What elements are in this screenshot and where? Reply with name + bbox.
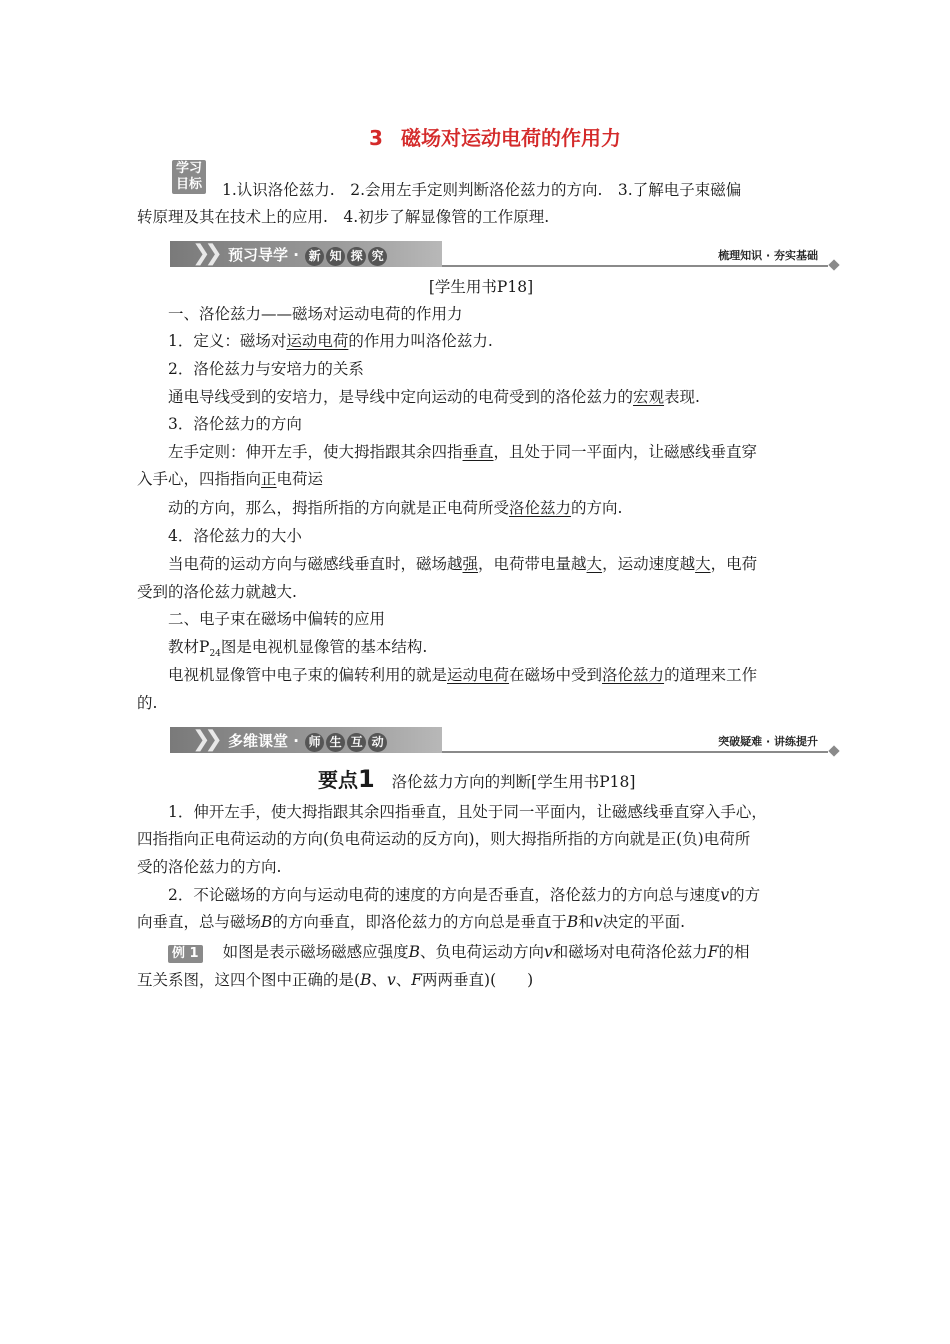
- goals-badge-line2: 目标: [175, 177, 202, 192]
- answer-underline: 洛伦兹力: [509, 499, 572, 517]
- keypoint-title: 洛伦兹力方向的判断[学生用书P18]: [391, 773, 636, 791]
- answer-underline: 正: [261, 470, 277, 488]
- banner-char: 探: [347, 247, 366, 266]
- text: 的相: [718, 943, 750, 961]
- banner-right-tag: 梳理知识 · 夯实基础: [718, 249, 818, 262]
- answer-underline: 宏观: [633, 388, 665, 406]
- banner-char: 知: [326, 247, 345, 266]
- keypoint-p1-line3: 受的洛伦兹力的方向.: [137, 858, 282, 876]
- section-banner-classroom: [170, 727, 838, 753]
- text: 通电导线受到的安培力，是导线中定向运动的电荷受到的洛伦兹力的: [168, 388, 634, 406]
- symbol-B: B: [408, 943, 420, 961]
- banner-char: 生: [326, 733, 345, 752]
- text: 决定的平面.: [602, 913, 686, 931]
- banner-title: [228, 730, 388, 752]
- text: 如图是表示磁场磁感应强度: [222, 943, 409, 961]
- diamond-icon: [828, 259, 839, 270]
- book-reference: [学生用书P18]: [428, 278, 534, 296]
- keypoint-p2-line1: [168, 885, 760, 905]
- keypoint-number: 1: [358, 765, 375, 793]
- text: 2．不论磁场的方向与运动电荷的速度的方向是否垂直，洛伦兹力的方向总与速度: [168, 886, 721, 904]
- text: 1．定义：磁场对: [168, 332, 287, 350]
- text: 表现.: [664, 388, 700, 406]
- keypoint-label-text: 要点: [318, 768, 358, 792]
- banner-char: 动: [368, 733, 387, 752]
- answer-underline: 洛伦兹力: [602, 666, 665, 684]
- symbol-B: B: [360, 971, 372, 989]
- symbol-v: v: [593, 913, 603, 931]
- subheading: 4．洛伦兹力的大小: [168, 527, 302, 545]
- magnitude-line-1: [168, 554, 757, 574]
- text: 和磁场对电荷洛伦兹力: [552, 943, 708, 961]
- text: 图是电视机显像管的基本结构.: [220, 638, 428, 656]
- text: 电荷运: [276, 470, 324, 488]
- banner-right-tag: 突破疑难 · 讲练提升: [718, 735, 818, 748]
- section-title: 磁场对运动电荷的作用力: [400, 126, 621, 150]
- diamond-icon: [828, 745, 839, 756]
- goals-line-1: 1.认识洛伦兹力. 2.会用左手定则判断洛伦兹力的方向. 3.了解电子束磁偏: [222, 181, 742, 199]
- text: 左手定则：伸开左手，使大拇指跟其余四指: [168, 443, 463, 461]
- symbol-v: v: [386, 971, 396, 989]
- text: 的方向.: [571, 499, 623, 517]
- symbol-v: v: [720, 886, 730, 904]
- answer-underline: 大: [586, 555, 603, 573]
- keypoint-heading: [318, 766, 635, 795]
- text: 、负电荷运动方向: [419, 943, 544, 961]
- goals-line-2: 转原理及其在技术上的应用. 4.初步了解显像管的工作原理.: [137, 208, 550, 226]
- banner-char: 究: [368, 247, 387, 266]
- section-heading: 二、电子束在磁场中偏转的应用: [168, 610, 386, 628]
- left-hand-rule-line-3: [168, 498, 622, 518]
- text: 、: [395, 971, 412, 989]
- text: 教材P: [168, 638, 210, 656]
- text: 入手心，四指指向: [137, 470, 262, 488]
- banner-char: 互: [347, 733, 366, 752]
- goals-badge-line1: 学习: [175, 161, 202, 176]
- page-subscript: 24: [209, 649, 221, 660]
- text: 动的方向，那么，拇指所指的方向就是正电荷所受: [168, 499, 510, 517]
- answer-underline: 强: [462, 555, 479, 573]
- text: 电视机显像管中电子束的偏转利用的就是: [168, 666, 448, 684]
- text: 向垂直，总与磁场: [137, 913, 262, 931]
- text: 的方向垂直，即洛伦兹力的方向总是垂直于: [272, 913, 567, 931]
- banner-rule: [442, 265, 828, 267]
- symbol-B: B: [566, 913, 579, 931]
- section-number: 3: [369, 126, 383, 150]
- textbook-line: [168, 637, 427, 664]
- example-badge: 例 1: [168, 945, 203, 963]
- keypoint-p1-line1: 1．伸开左手，使大拇指跟其余四指垂直，且处于同一平面内，让磁感线垂直穿入手心，: [168, 803, 767, 821]
- banner-char: 师: [305, 733, 324, 752]
- banner-rule: [442, 751, 828, 753]
- text: 在磁场中受到: [509, 666, 603, 684]
- magnitude-line-2: 受到的洛伦兹力就越大.: [137, 583, 297, 601]
- page-title: [0, 122, 950, 151]
- text: ，且处于同一平面内，让磁感线垂直穿: [493, 443, 758, 461]
- symbol-F: F: [411, 971, 423, 989]
- banner-title-text: 预习导学 ·: [228, 246, 305, 264]
- double-chevron-icon: ❯❯: [192, 241, 217, 266]
- example-line-1: [168, 942, 750, 963]
- tv-line-1: [168, 665, 757, 685]
- section-banner-preview: [170, 241, 838, 267]
- symbol-F: F: [707, 943, 719, 961]
- subheading: 2．洛伦兹力与安培力的关系: [168, 360, 364, 378]
- keypoint-label: [318, 765, 375, 793]
- symbol-v: v: [544, 943, 553, 961]
- banner-title: [228, 244, 388, 266]
- text: 的作用力叫洛伦兹力.: [348, 332, 493, 350]
- text: ，运动速度越: [602, 555, 696, 573]
- subheading: 3．洛伦兹力的方向: [168, 415, 302, 433]
- learning-goals-badge: [172, 160, 206, 194]
- text: 和: [578, 913, 594, 931]
- text: 两两垂直)( ): [422, 971, 534, 989]
- section-heading: 一、洛伦兹力——磁场对运动电荷的作用力: [168, 305, 463, 323]
- definition-line: [168, 331, 493, 351]
- relation-line: [168, 387, 700, 407]
- text: 互关系图，这四个图中正确的是(: [137, 971, 361, 989]
- text: 、: [371, 971, 387, 989]
- keypoint-p1-line2: 四指指向正电荷运动的方向(负电荷运动的反方向)，则大拇指所指的方向就是正(负)电荷所: [137, 830, 751, 848]
- banner-char: 新: [305, 247, 324, 266]
- keypoint-p2-line2: [137, 912, 685, 932]
- text: 的道理来工作: [664, 666, 758, 684]
- left-hand-rule-line-1: [168, 442, 757, 462]
- answer-underline: 大: [695, 555, 711, 573]
- text: ，电荷带电量越: [478, 555, 587, 573]
- double-chevron-icon: ❯❯: [192, 727, 217, 752]
- text: ，电荷: [710, 555, 758, 573]
- symbol-B: B: [261, 913, 273, 931]
- left-hand-rule-line-2: [137, 469, 323, 489]
- text: 当电荷的运动方向与磁感线垂直时，磁场越: [168, 555, 463, 573]
- banner-title-text: 多维课堂 ·: [228, 732, 305, 750]
- tv-line-2: 的.: [137, 694, 158, 712]
- example-line-2: [137, 970, 533, 990]
- answer-underline: 垂直: [462, 443, 494, 461]
- answer-underline: 运动电荷: [447, 666, 510, 684]
- answer-underline: 运动电荷: [286, 332, 349, 350]
- text: 的方: [729, 886, 761, 904]
